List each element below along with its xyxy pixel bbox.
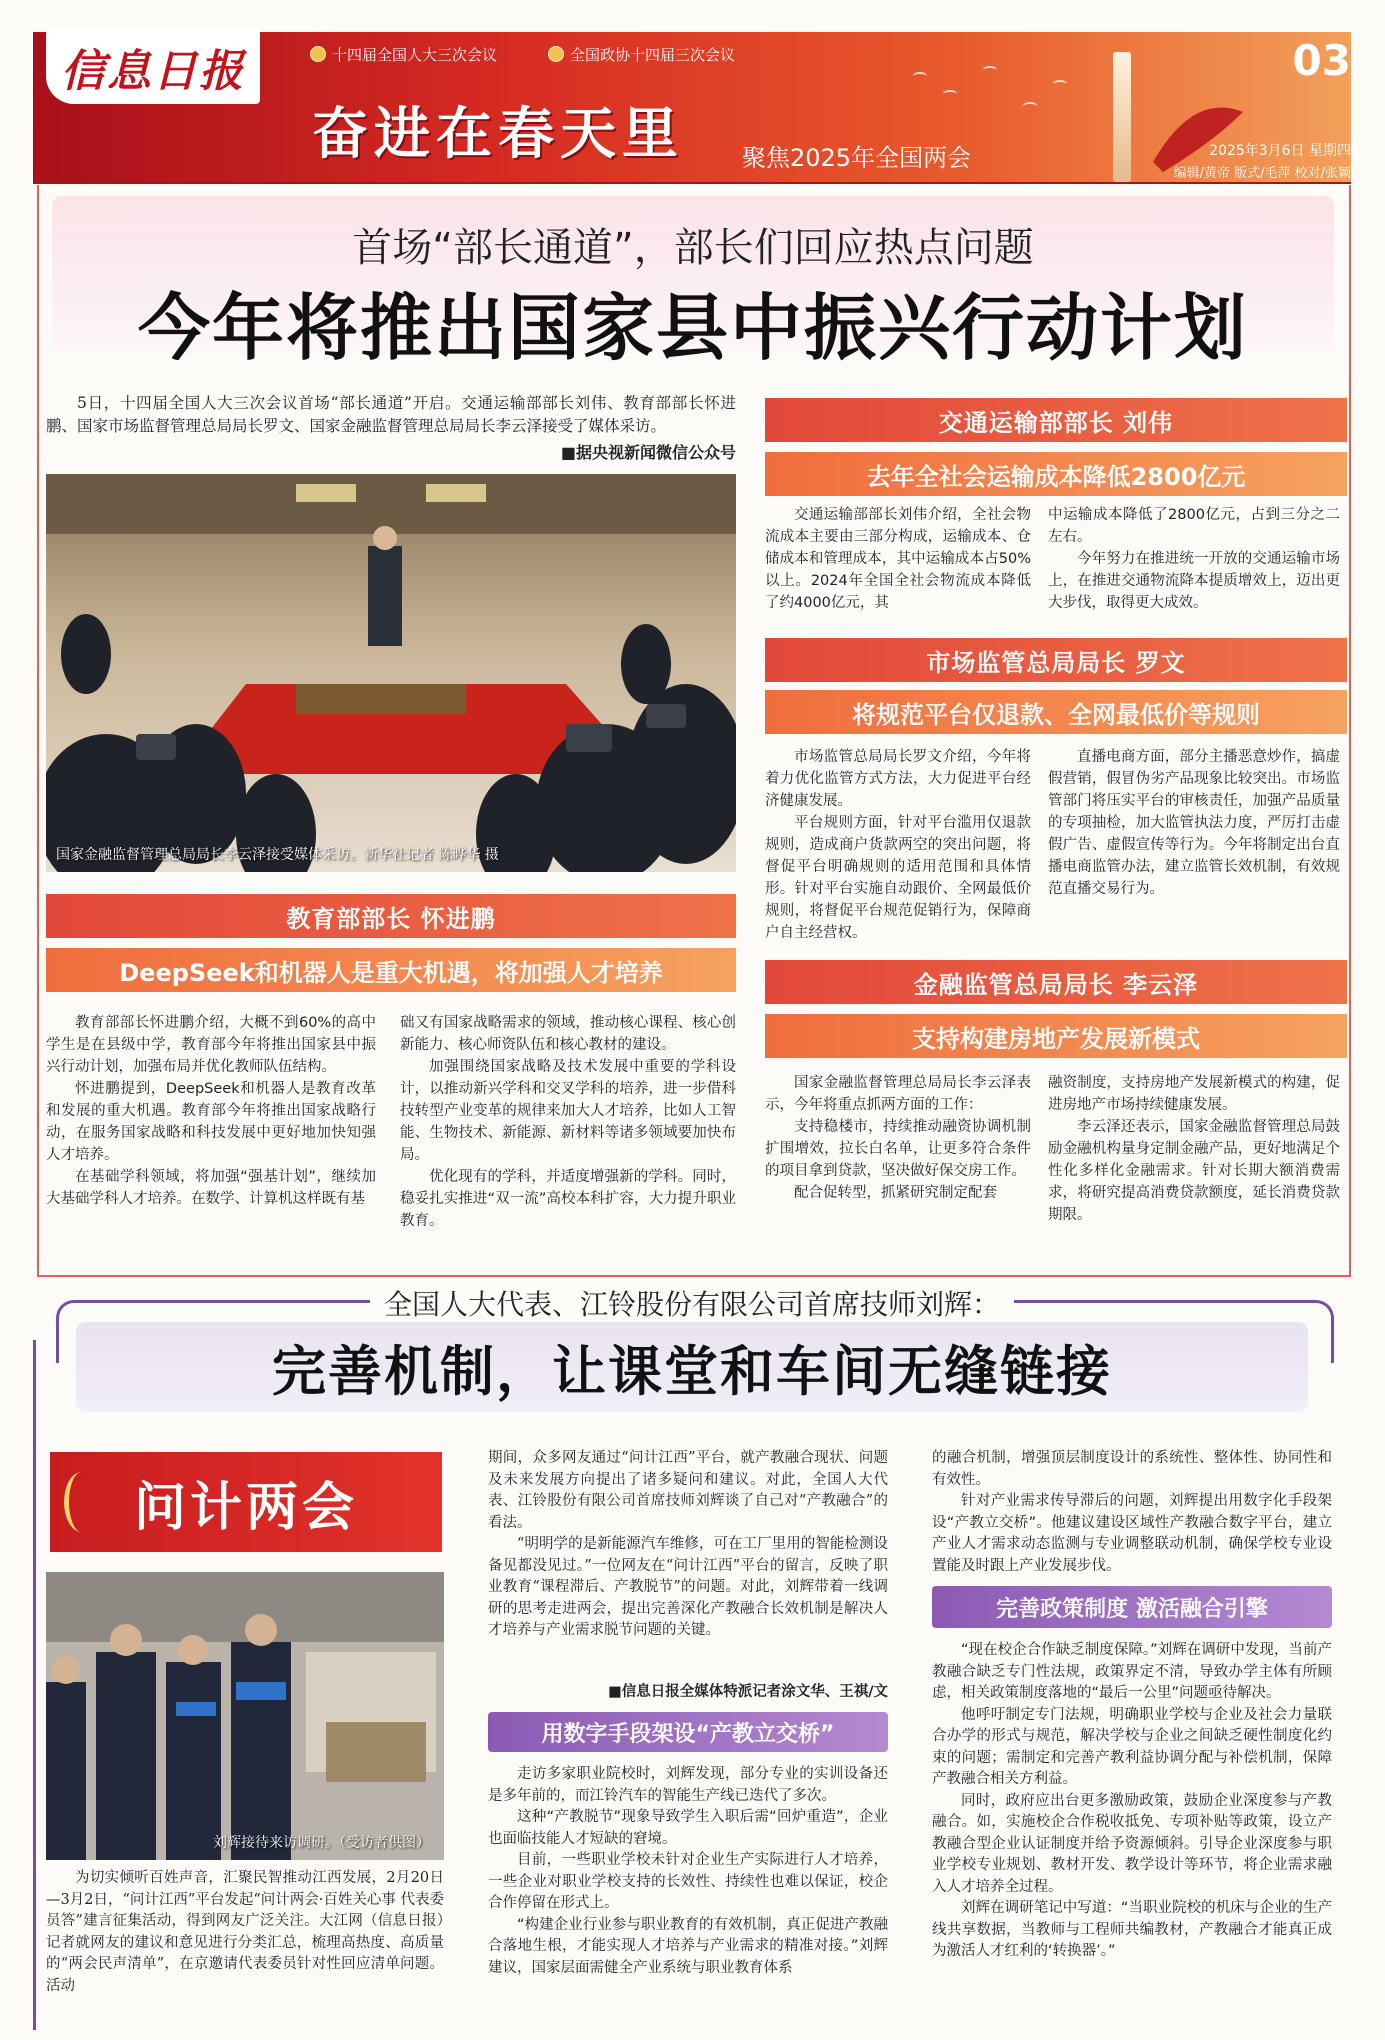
press-conference-photo (46, 474, 736, 872)
jiaotong-name-bar: 交通运输部部长 刘伟 (765, 398, 1347, 442)
shichang-col-1: 市场监管总局局长罗文介绍，今年将着力优化监管方式方法，大力促进平台经济健康发展。 平台规则方面，针对平台滥用仅退款规则，造成商户货款两空的突出问题，将督促平台明确规则的适用范围和具体情形。针对平台实施自动跟价、全网最低价规则，将督促平台规范促销行为，保障商户自主经营权。 (765, 749, 1031, 941)
visit-photo-illustration (46, 1572, 444, 1860)
bottom-byline: ■信息日报全媒体特派记者涂文华、王祺/文 (608, 1684, 888, 1700)
sub-headline: 首场“部长通道”，部长们回应热点问题 (352, 225, 1034, 271)
bottom-title: 完善机制，让课堂和车间无缝链接 (272, 1339, 1112, 1403)
bird-icon (1023, 102, 1037, 110)
editors-credit: 编辑/黄帝 版式/毛萍 校对/张颖 (1173, 166, 1351, 181)
section1-text: 走访多家职业院校时，刘辉发现，部分专业的实训设备还是多年前的，而江铃汽车的智能生产线已迭代了多次。 这种“产教脱节”现象导致学生入职后需“回炉重造”，企业也面临技能人才短缺的窘境。 目前，一些职业学校未针对企业生产实际进行人才培养，一些企业对职业学校支持的长效性、持续性也难以保证，校企合作停留在形式上。 “构建企业行业参与职业教育的有效机制，真正促进产教融合落地生根，才能实现人才培养与产业需求的精准对接。”刘辉建议，国家层面需健全产业系统与职业教育体系 (488, 1766, 888, 1976)
emblem-icon (548, 46, 564, 62)
congress-label-1: 十四届全国人大三次会议 (310, 44, 497, 65)
lead-source: ■据央视新闻微信公众号 (560, 443, 736, 462)
jinrong-topic-bar: 支持构建房地产发展新模式 (765, 1014, 1347, 1058)
jiaotong-topic-bar: 去年全社会运输成本降低2800亿元 (765, 452, 1347, 496)
main-headline: 今年将推出国家县中振兴行动计划 (137, 286, 1248, 370)
bird-icon (943, 90, 957, 98)
shichang-topic-bar: 将规范平台仅退款、全网最低价等规则 (765, 690, 1347, 734)
wenji-banner (50, 1452, 442, 1552)
emblem-icon (310, 46, 326, 62)
huabiao-pillar-icon (1113, 52, 1131, 182)
middle-intro: 期间，众多网友通过“问计江西”平台，就产教融合现状、问题及未来发展方向提出了诸多疑问和建议。对此，全国人大代表、江铃股份有限公司首席技师刘辉谈了自己对“产教融合”的看法。 “明明学的是新能源汽车维修，可在工厂里用的智能检测设备见都没见过。”一位网友在“问计江西”平台的留言，反映了职业教育“课程滞后、产教脱节”的问题。对此，刘辉带着一线调研的思考走进两会，提出完善深化产教融合长效机制是解决人才培养与产业需求脱节问题的关键。 (488, 1450, 888, 1638)
bottom-intro: 为切实倾听百姓声音，汇聚民智推动江西发展，2月20日—3月2日，“问计江西”平台发起“问计两会·百姓关心事 代表委员答”建言征集活动，得到网友广泛关注。大江网（信息日报）记者就网友的建议和意见进行分类汇总，梳理高热度、高质量的“两会民声清单”，在京邀请代表委员针对性回应清单问题。活动 (46, 1870, 444, 1994)
bird-icon (983, 66, 997, 74)
slogan-subtitle: 聚焦2025年全国两会 (742, 144, 972, 172)
jiaotong-col-1: 交通运输部部长刘伟介绍，全社会物流成本主要由三部分构成，运输成本、仓储成本和管理成本，其中运输成本占50%以上。2024年全国全社会物流成本降低了约4000亿元，其 (765, 507, 1031, 611)
congress-label-2: 全国政协十四届三次会议 (548, 44, 735, 65)
press-photo-illustration (46, 474, 736, 872)
jinrong-col-2: 融资制度，支持房地产发展新模式的构建，促进房地产市场持续健康发展。 李云泽还表示，国家金融监督管理总局鼓励金融机构量身定制金融产品，更好地满足个性化多样化金融需求。针对长期大额消费需求，将研究提高消费贷款额度，延长消费贷款期限。 (1048, 1075, 1340, 1223)
right-text: 的融合机制，增强顶层制度设计的系统性、整体性、协同性和有效性。 针对产业需求传导滞后的问题，刘辉提出用数字化手段架设“产教立交桥”。他建议建设区域性产教融合数字平台，建立产业人才需求动态监测与专业调整联动机制，确保学校专业设置能及时跟上产业发展步伐。 (932, 1450, 1332, 1574)
page-number: 03 (1292, 36, 1351, 85)
wenji-label: 问计两会 (133, 1476, 358, 1538)
jiaoyu-name-bar: 教育部部长 怀进鹏 (46, 894, 736, 938)
ribbon-icon (64, 1472, 99, 1532)
jiaoyu-topic-bar: DeepSeek和机器人是重大机遇，将加强人才培养 (46, 948, 736, 992)
section2-title-bar: 完善政策制度 激活融合引擎 (932, 1586, 1332, 1628)
visit-photo (46, 1572, 444, 1860)
jiaoyu-col-2: 础又有国家战略需求的领域，推动核心课程、核心创新能力、核心师资队伍和核心教材的建设。 加强围绕国家战略及技术发展中重要的学科设计，以推动新兴学科和交叉学科的培养，进一步借科技转型产业变革的规律来加大人才培养，比如人工智能、生物技术、新能源、新材料等诸多领域要加快布局。 优化现有的学科，并适度增强新的学科。同时，稳妥扎实推进“双一流”高校本科扩容，大力提升职业教育。 (400, 1015, 736, 1229)
section2-text: “现在校企合作缺乏制度保障。”刘辉在调研中发现，当前产教融合缺乏专门性法规，政策界定不清，导致办学主体有所顾虑，相关政策制度落地的“最后一公里”问题亟待解决。 他呼吁制定专门法规，明确职业学校与企业及社会力量联合办学的形式与规范，解决学校与企业之间缺乏硬性制度化约束的问题；需制定和完善产教利益协调分配与补偿机制，保障产教融合相关方利益。 同时，政府应出台更多激励政策，鼓励企业深度参与产教融合。如，实施校企合作税收抵免、专项补贴等政策，设立产教融合型企业认证制度并给予资源倾斜。引导企业深度参与职业学校专业规划、教材开发、教学设计等环节，将企业需求融入人才培养全过程。 刘辉在调研笔记中写道：“当职业院校的机床与企业的生产线共享数据，当教师与工程师共编教材，产教融合才能真正成为激活人才红利的‘转换器’。” (932, 1642, 1332, 1959)
bird-icon (913, 72, 927, 80)
bottom-title-band (76, 1322, 1308, 1412)
publication-date: 2025年3月6日 星期四 (1209, 143, 1351, 159)
visit-photo-caption: 刘辉接待来访调研。（受访者供图） (213, 1835, 430, 1851)
jinrong-name-bar: 金融监管总局局长 李云泽 (765, 960, 1347, 1004)
slogan: 奋进在春天里 (312, 101, 684, 167)
photo-caption: 国家金融监督管理总局局长李云泽接受媒体采访。新华社记者 陈晔华 摄 (56, 847, 499, 863)
jiaotong-col-2: 中运输成本降低了2800亿元，占到三分之二左右。 今年努力在推进统一开放的交通运输市场上，在推进交通物流降本提质增效上，迈出更大步伐，取得更大成效。 (1048, 507, 1340, 611)
newspaper-logo[interactable] (46, 30, 260, 104)
lead-paragraph: 5日，十四届全国人大三次会议首场“部长通道”开启。交通运输部部长刘伟、教育部部长怀进鹏、国家市场监督管理总局局长罗文、国家金融监督管理总局局长李云泽接受了媒体采访。 (46, 394, 736, 435)
logo-text: 信息日报 (61, 46, 245, 97)
bottom-subtitle: 全国人大代表、江铃股份有限公司首席技师刘辉： (33, 1283, 1351, 1323)
jinrong-col-1: 国家金融监督管理总局局长李云泽表示，今年将重点抓两方面的工作： 支持稳楼市，持续推动融资协调机制扩围增效，拉长白名单，让更多符合条件的项目拿到贷款，坚决做好保交房工作。 配合促转型，抓紧研究制定配套 (765, 1075, 1031, 1201)
bird-icon (1053, 80, 1067, 88)
jiaoyu-col-1: 教育部部长怀进鹏介绍，大概不到60%的高中学生是在县级中学，教育部今年将推出国家县中振兴行动计划，加强布局并优化教师队伍结构。 怀进鹏提到，DeepSeek和机器人是教育改革和发展的重大机遇。教育部今年将推出国家战略行动，在服务国家战略和科技发展中更好地加快知强人才培养。 在基础学科领域，将加强“强基计划”，继续加大基础学科人才培养。在数学、计算机这样既有基 (46, 1015, 376, 1207)
shichang-col-2: 直播电商方面，部分主播恶意炒作，搞虚假营销，假冒伪劣产品现象比较突出。市场监管部门将压实平台的审核责任，加强产品质量的专项抽检，加大监管执法力度，严厉打击虚假广告、虚假宣传等行为。今年将制定出台直播电商监管办法，建立监管长效机制，有效规范直播交易行为。 (1048, 749, 1340, 897)
section1-title-bar: 用数字手段架设“产教立交桥” (488, 1712, 888, 1752)
shichang-name-bar: 市场监管总局局长 罗文 (765, 638, 1347, 682)
